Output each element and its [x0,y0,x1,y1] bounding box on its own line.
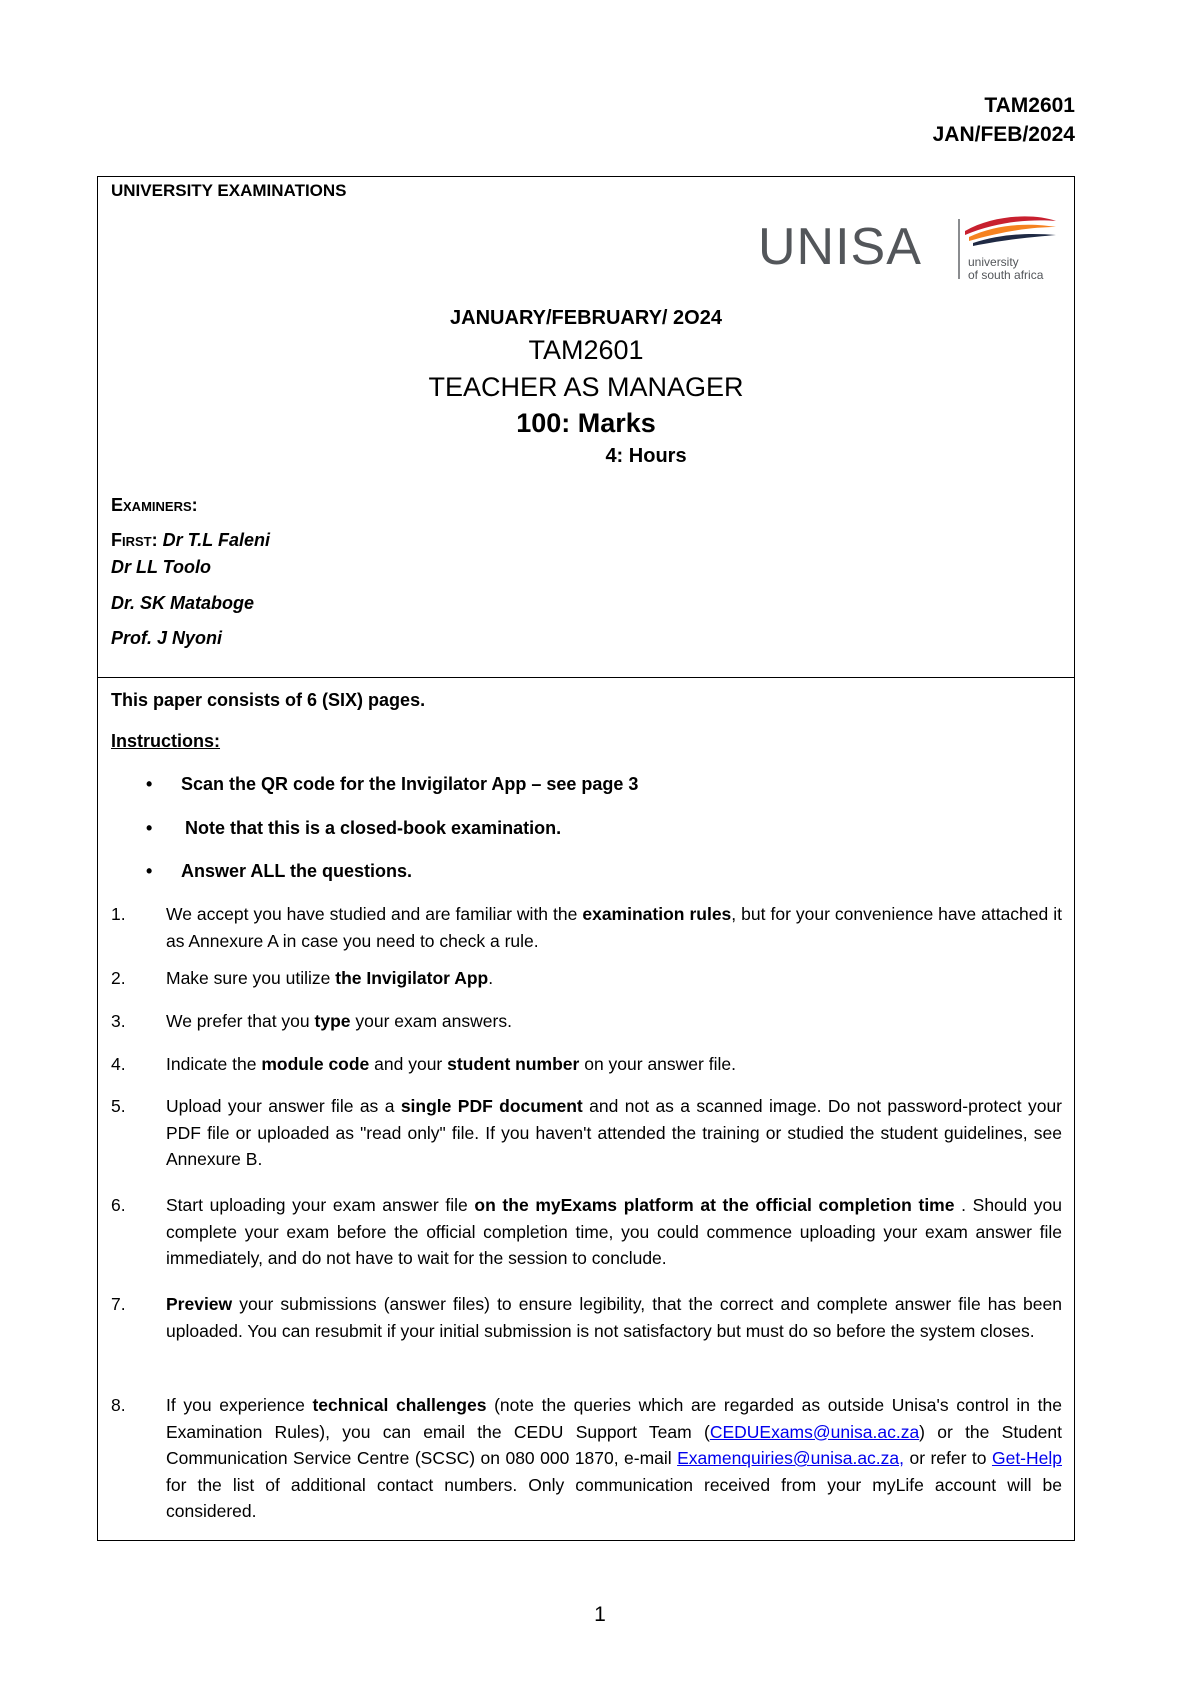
cedu-email-link[interactable]: CEDUExams@unisa.ac.za [709,1421,920,1442]
item-text: Make sure you utilize [166,968,336,988]
item-number: 6. [111,1195,126,1215]
logo-divider [958,219,960,279]
instructions-colon: : [214,731,221,751]
item-text: for the list of additional contact numbers. Only communication received from your myLife account will be considered. [166,1474,1062,1521]
examiners-label: Examiners: [111,495,198,515]
item-text: . Should you complete your exam before the official completion time, you could commence uploading your exam answer file immediately, and do not have to wait for the session to conclude. [166,1195,1063,1268]
bullet-icon: • [146,774,153,794]
exam-module-title: TEACHER AS MANAGER [428,372,744,402]
exam-module-code: TAM2601 [528,335,644,365]
item-text: your submissions (answer files) to ensure legibility, that the correct and complete answer file has been uploaded. You can resubmit if your initial submission is not satisfactory but must do so before the system closes. [166,1294,1062,1341]
item-text: . [488,968,494,988]
examenquiries-email-link[interactable]: Examenquiries@unisa.ac.za, [677,1448,905,1468]
instructions-label: Instructions [111,731,215,751]
item-number: 7. [111,1294,126,1314]
item-number: 2. [111,968,126,988]
item-text: If you experience [166,1395,313,1415]
bullet-icon: • [146,818,153,838]
item-emphasis: examination rules [582,904,732,924]
item-text: your exam answers. [350,1011,512,1031]
item-emphasis: Preview [166,1294,233,1314]
examiner-name: Prof. J Nyoni [111,628,223,648]
logo-wordmark: UNISA [758,218,922,276]
instruction-item [166,901,1062,954]
instruction-item [166,1093,1062,1173]
instruction-item [166,965,1062,992]
instruction-item [166,1008,1062,1035]
header-module-code: TAM2601 [984,94,1075,117]
item-text: We accept you have studied and are familiar with the [166,904,583,924]
item-text: We prefer that you [166,1011,315,1031]
exam-month: JANUARY/FEBRUARY/ 2O24 [450,307,722,329]
logo-swoosh-icon [963,213,1058,253]
page-number: 1 [594,1603,606,1626]
item-text: , but for your convenience have attached it as Annexure A in case you need to check a rule. [166,904,1062,951]
item-text: on your answer file. [579,1054,736,1074]
page-count-note: This paper consists of 6 (SIX) pages. [111,690,426,710]
item-text: and not as a scanned image. Do not password-protect your PDF file or uploaded as "read only" file. If you haven't attended the training or studied the student guidelines, see Annexure B. [166,1096,1063,1169]
instructions-box [97,677,1075,1541]
instructions-heading [111,731,220,752]
university-examinations-heading: UNIVERSITY EXAMINATIONS [111,181,347,200]
bullet-text: Scan the QR code for the Invigilator App – see page 3 [181,774,639,794]
item-emphasis: on the myExams platform at the official completion time [474,1195,955,1215]
item-emphasis: type [314,1011,351,1031]
item-text: ) or the Student Communication Service Centre (SCSC) on 080 000 1870, e-mail [166,1421,1062,1468]
item-number: 3. [111,1011,126,1031]
item-text: and your [369,1054,448,1074]
examiner-name: Dr. SK Mataboge [111,593,255,613]
item-number: 8. [111,1395,126,1415]
instruction-item [166,1192,1062,1272]
item-emphasis: student number [447,1054,580,1074]
exam-hours: 4: Hours [605,445,687,467]
logo-sub-south-africa: of south africa [968,268,1044,282]
item-number: 1. [111,904,126,924]
item-emphasis: module code [261,1054,370,1074]
item-emphasis: technical challenges [312,1395,487,1415]
item-emphasis: single PDF document [400,1096,583,1116]
bullet-text: Answer ALL the questions. [181,861,413,881]
item-text: Start uploading your exam answer file [166,1195,475,1215]
item-number: 5. [111,1096,126,1116]
item-text: or refer to [904,1448,992,1468]
cover-box [97,176,1075,678]
instruction-item [166,1291,1062,1344]
item-emphasis: the Invigilator App [335,968,489,988]
item-text: Upload your answer file as a [166,1096,401,1116]
item-number: 4. [111,1054,126,1074]
instruction-item [166,1051,1062,1078]
get-help-link[interactable]: Get-Help [991,1448,1062,1468]
bullet-icon: • [146,861,153,881]
examiner-name: Dr LL Toolo [111,557,211,577]
unisa-logo [758,213,1058,285]
first-examiner-name: Dr T.L Faleni [162,530,270,550]
header-session: JAN/FEB/2024 [932,123,1075,146]
logo-sub-university: university [968,255,1019,269]
item-text: Indicate the [166,1054,262,1074]
bullet-text: Note that this is a closed-book examination. [185,818,562,838]
first-examiner-row [111,530,270,551]
item-text: (note the queries which are regarded as outside Unisa's control in the Examination Rules), you can email the CEDU Support Team ( [166,1395,1063,1442]
instruction-item [166,1392,1062,1525]
exam-marks: 100: Marks [516,408,656,438]
first-label: First: [111,530,158,550]
